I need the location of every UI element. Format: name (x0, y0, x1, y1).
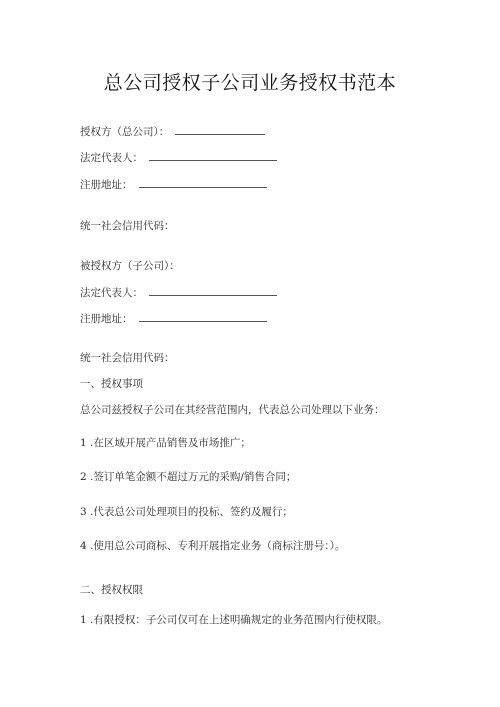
grantee-rep-line (80, 285, 277, 300)
grantee-address-line (80, 311, 267, 326)
grantor-address-line (80, 177, 267, 192)
grantor-credit-code: 统一社会信用代码： (80, 220, 175, 232)
grantor-address-label: 注册地址： (80, 179, 133, 191)
section1-item-1: 1 .在区域开展产品销售及市场推广； (80, 437, 251, 449)
grantor-blank (175, 124, 265, 135)
grantee-rep-label: 法定代表人： (80, 287, 143, 299)
section1-item-3: 3 .代表总公司处理项目的投标、签约及履行； (80, 506, 293, 518)
grantee-address-blank (139, 311, 267, 322)
grantor-label: 授权方（总公司）： (80, 126, 170, 138)
grantee-credit-code: 统一社会信用代码： (80, 352, 175, 364)
grantee-address-label: 注册地址： (80, 313, 133, 325)
grantor-rep-line (80, 150, 277, 165)
grantor-rep-blank (149, 150, 277, 161)
section2-heading: 二、授权权限 (80, 584, 143, 596)
section1-intro: 总公司兹授权子公司在其经营范围内，代表总公司处理以下业务： (80, 404, 385, 416)
section1-item-2: 2 .签订单笔金额不超过万元的采购/销售合同； (80, 471, 297, 483)
section2-item-1: 1 .有限授权：子公司仅可在上述明确规定的业务范围内行使权限。 (80, 614, 388, 626)
grantee-label: 被授权方（子公司）： (80, 260, 180, 272)
grantor-line (80, 124, 265, 139)
grantor-address-blank (139, 177, 267, 188)
document-title: 总公司授权子公司业务授权书范本 (103, 72, 397, 94)
section1-item-4: 4 .使用总公司商标、专利开展指定业务（商标注册号：）。 (80, 540, 346, 552)
section1-heading: 一、授权事项 (80, 378, 143, 390)
grantor-rep-label: 法定代表人： (80, 152, 143, 164)
grantee-rep-blank (149, 285, 277, 296)
